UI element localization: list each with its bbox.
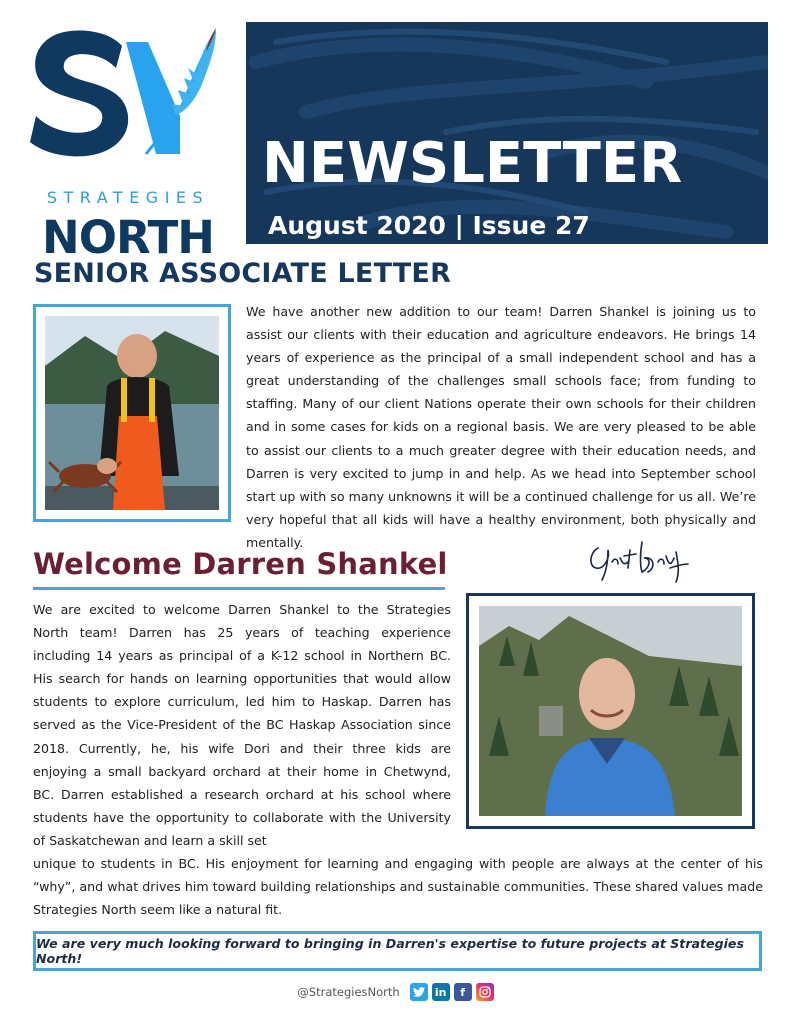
welcome-body-part-2: unique to students in BC. His enjoyment for learning and engaging with people are always at the center of his “why”, and what drives him toward building relationships and sustainable communities. These shared values made Strategies North seem like a natural fit. [33, 856, 763, 918]
welcome-heading: Welcome Darren Shankel [33, 547, 448, 581]
logo-name: NORTH [42, 211, 214, 264]
instagram-icon[interactable] [476, 983, 494, 1001]
darren-portrait-image [479, 606, 742, 816]
linkedin-icon[interactable]: in [432, 983, 450, 1001]
man-with-crab-image [45, 316, 219, 510]
darren-shankel-photo [466, 593, 755, 829]
signature-image [584, 528, 694, 588]
strategies-north-logo [30, 24, 226, 264]
senior-letter-heading: SENIOR ASSOCIATE LETTER [34, 258, 452, 289]
welcome-heading-underline [33, 587, 445, 590]
banner-subtitle: August 2020 | Issue 27 [268, 211, 590, 240]
facebook-icon[interactable]: f [454, 983, 472, 1001]
twitter-icon[interactable] [410, 983, 428, 1001]
sn-feather-logo-mark [30, 24, 226, 164]
senior-associate-photo [33, 304, 231, 522]
closing-callout-text: We are very much looking forward to bringing in Darren's expertise to future projects at Strategies North! [36, 936, 744, 966]
closing-callout-box [33, 931, 762, 971]
social-handle[interactable]: @StrategiesNorth [297, 985, 400, 999]
newsletter-banner [246, 22, 768, 244]
footer [0, 981, 791, 1003]
senior-letter-body: We have another new addition to our team! Darren Shankel is joining us to assist our clients with their education and agriculture endeavors. He brings 14 years of experience as the principal of a small independent school and has a great understanding of the challenges small schools face; from funding to staffing. Many of our client Nations operate their own schools for their children and in some cases for kids on a regional basis. We are very pleased to be able to assist our clients to a much greater degree with their education needs, and Darren is very excited to jump in and help. As we head into September school start up with so many unknowns it will be a continued challenge for us all. We’re very hopeful that all kids will have a healthy environment, both physically and mentally. [246, 304, 756, 550]
banner-title: NEWSLETTER [262, 131, 683, 196]
logo-tagline: STRATEGIES [46, 188, 210, 207]
welcome-body-part-1: We are excited to welcome Darren Shankel to the Strategies North team! Darren has 25 years of teaching experience including 14 years as principal of a K-12 school in Northern BC. His search for hands on learning opportunities that would allow students to explore curriculum, led him to Haskap. Darren has served as the Vice-President of the BC Haskap Association since 2018. Currently, he, his wife Dori and their three kids are enjoying a small backyard orchard at their home in Chetwynd, BC. Darren established a research orchard at his school where students have the opportunity to collaborate with the University of Saskatchewan and learn a skill set [33, 602, 451, 848]
